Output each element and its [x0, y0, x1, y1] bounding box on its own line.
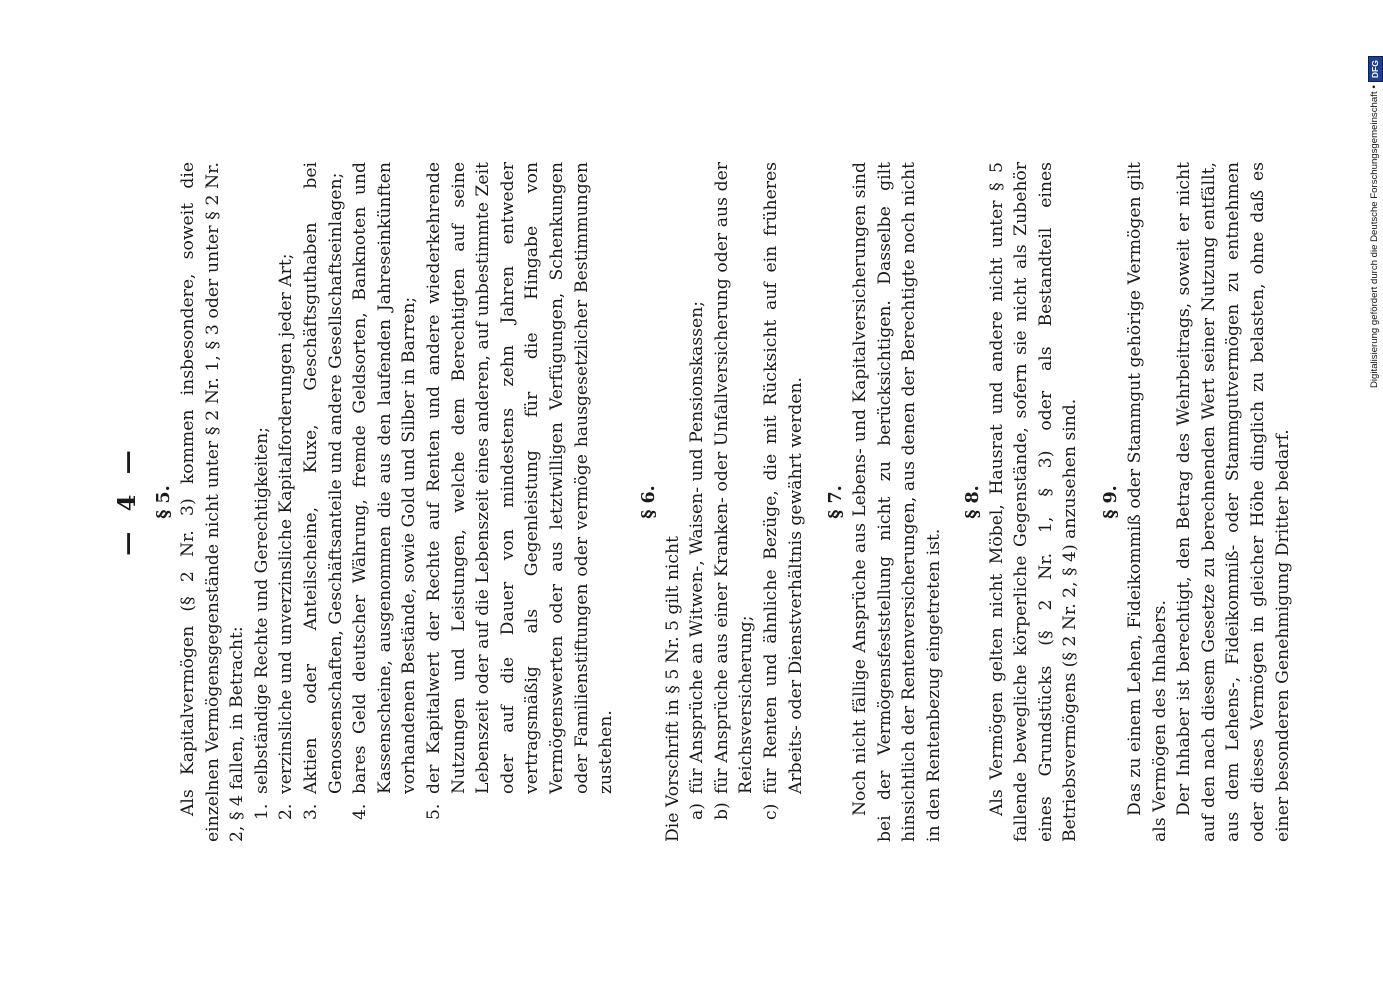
list-marker: b) — [711, 802, 732, 820]
section-6-heading: § 6. — [638, 485, 659, 519]
list-marker: 4. — [350, 803, 371, 820]
list-marker: 3. — [300, 803, 321, 820]
list-item — [299, 162, 348, 820]
list-marker: 1. — [251, 803, 272, 820]
list-marker: 2. — [276, 803, 297, 820]
list-item — [710, 162, 759, 820]
list-item-text: verzinsliche und unverzinsliche Kapitalforderungen jeder Art; — [276, 253, 297, 794]
list-item — [759, 162, 808, 820]
watermark-separator: • — [1369, 85, 1380, 89]
list-item-text: für Renten und ähnliche Bezüge, die mit Rücksicht auf ein früheres Arbeits- oder Dienstverhältnis gewährt werden. — [761, 162, 806, 794]
list-item-text: für Ansprüche aus einer Kranken- oder Unfallversicherung oder aus der Reichsversicherung; — [711, 162, 757, 794]
section-5-list — [250, 162, 619, 842]
section-9-paragraph-1: Das zu einem Lehen, Fideikommiß oder Stammgut gehörige Vermögen gilt als Vermögen des Inhabers. — [1125, 162, 1170, 842]
list-item — [348, 162, 422, 820]
digitization-watermark — [1366, 10, 1383, 388]
section-6-intro: Die Vorschrift in § 5 Nr. 5 gilt nicht — [662, 536, 683, 842]
dfg-logo: DFG — [1368, 56, 1383, 82]
section-9-heading: § 9. — [1101, 485, 1121, 519]
list-marker: c) — [761, 803, 782, 820]
list-item — [250, 162, 275, 820]
list-item — [274, 162, 299, 820]
section-8-text: Als Vermögen gelten nicht Möbel, Hausrat und andere nicht unter § 5 fallende bewegliche körperliche Gegenstände, sofern sie nicht als Zubehör eines Grundstücks (§ 2 Nr. 1, § 3) oder als Bestandteil eines Betriebsvermögens (§ 2 Nr. 2, § 4) anzusehen sind. — [986, 162, 1081, 842]
section-7-text: Noch nicht fällige Ansprüche aus Lebens- und Kapitalversicherungen sind bei der Vermögensfeststellung nicht zu berücksichtigen. Dasselbe gilt hinsichtlich der Rentenversicherungen, aus denen der Berechtigte noch nicht in den Rentenbezug eingetreten ist. — [850, 162, 945, 842]
section-5-intro: Als Kapitalvermögen (§ 2 Nr. 3) kommen insbesondere, soweit die einzelnen Vermögensgegenstände nicht unter § 2 Nr. 1, § 3 oder unter § 2 Nr. 2, § 4 fallen, in Betracht: — [178, 162, 248, 842]
section-6-list — [685, 162, 808, 842]
list-item-text: bares Geld deutscher Währung, fremde Geldsorten, Banknoten und Kassenscheine, ausgenommen die aus den laufenden Jahreseinkünften vorhandenen Bestände, sowie Gold und Silber in Barren; — [350, 162, 420, 794]
list-item-text: selbständige Rechte und Gerechtigkeiten; — [251, 426, 272, 794]
section-9-paragraph-2: Der Inhaber ist berechtigt, den Betrag des Wehrbeitrags, soweit er nicht auf den nach diesem Gesetze zu berechnenden Wert seiner Nutzung entfällt, aus dem Lehens-, Fideikommiß- oder Stammgutvermögen zu entnehmen oder dieses Vermögen in gleicher Höhe dinglich zu belasten, ohne daß es einer besonderen Genehmigung Dritter bedarf. — [1174, 162, 1293, 842]
watermark-text: Digitalisierung gefördert durch die Deutsche Forschungsgemeinschaft — [1369, 91, 1380, 388]
list-item-text: Aktien oder Anteilscheine, Kuxe, Geschäftsguthaben bei Genossenschaften, Geschäftsanteile und andere Gesellschaftseinlagen; — [300, 162, 346, 794]
list-item-text: der Kapitalwert der Rechte auf Renten und andere wiederkehrende Nutzungen und Leistungen, welche dem Berechtigten auf seine Lebenszeit oder auf die Lebenszeit eines anderen, auf unbestimmte Zeit oder auf die Dauer von mindestens zehn Jahren entweder vertragsmäßig als Gegenleistung für die Hingabe von Vermögenswerten oder aus letztwilligen Verfügungen, Schenkungen oder Familienstiftungen oder vermöge hausgesetzlicher Bestimmungen zustehen. — [423, 162, 617, 794]
section-7-heading: § 7. — [826, 485, 847, 519]
document-body — [152, 162, 1295, 842]
section-8-heading: § 8. — [962, 485, 983, 519]
list-item — [422, 162, 619, 820]
list-item-text: für Ansprüche an Witwen-, Waisen- und Pensionskassen; — [687, 300, 708, 794]
page-number: — 4 — — [112, 444, 141, 556]
list-marker: a) — [687, 803, 708, 820]
list-item — [685, 162, 710, 820]
section-5-heading: § 5. — [154, 485, 174, 519]
list-marker: 5. — [423, 803, 444, 820]
